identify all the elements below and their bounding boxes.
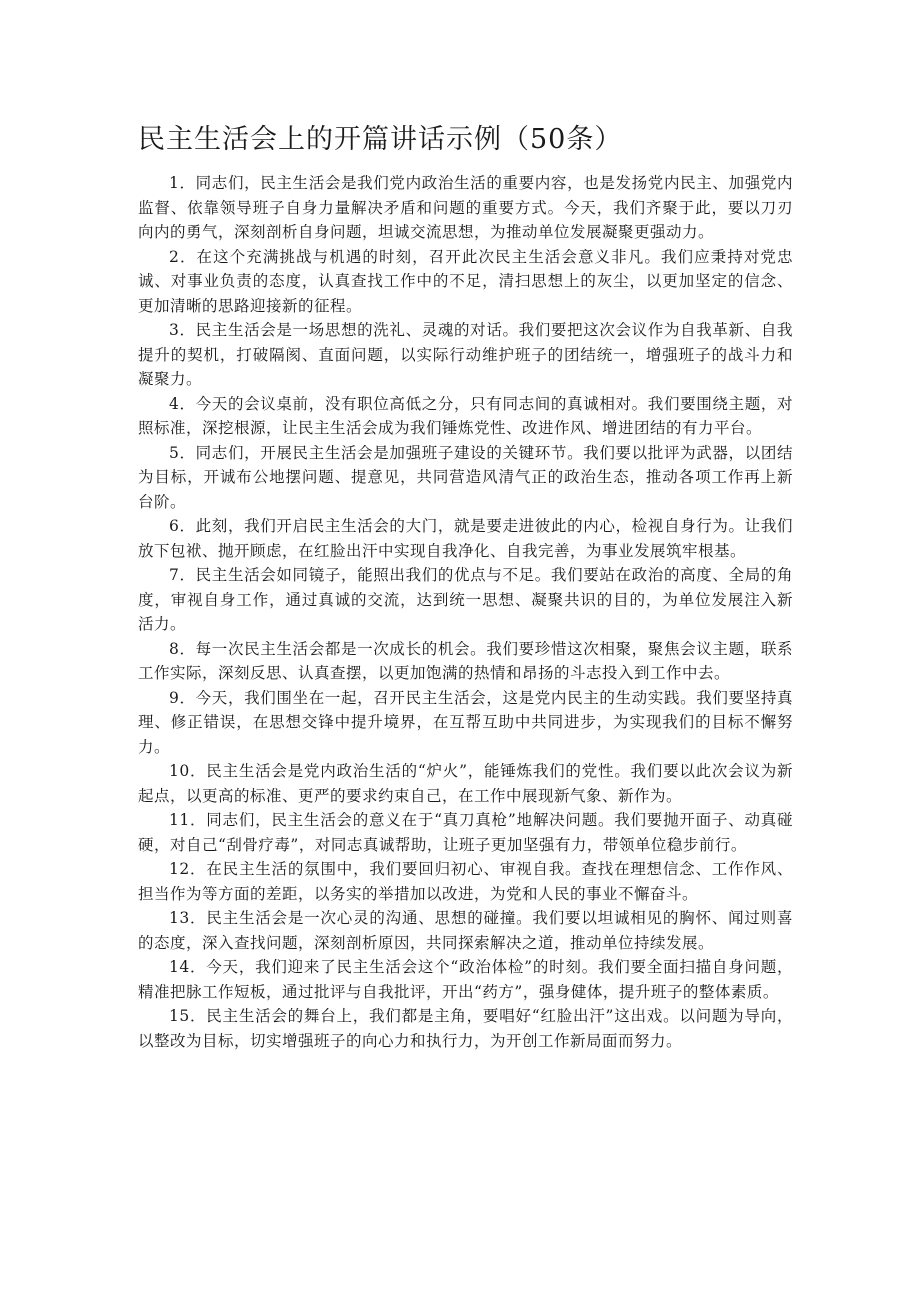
paragraph: 12．在民主生活的氛围中，我们要回归初心、审视自我。查找在理想信念、工作作风、担当作为等方面的差距，以务实的举措加以改进，为党和人民的事业不懈奋斗。 — [138, 860, 793, 903]
paragraph: 15．民主生活会的舞台上，我们都是主角，要唱好“红脸出汗”这出戏。以问题为导向，以整改为目标，切实增强班子的向心力和执行力，为开创工作新局面而努力。 — [138, 1007, 793, 1050]
paragraph: 8．每一次民主生活会都是一次成长的机会。我们要珍惜这次相聚，聚焦会议主题，联系工作实际，深刻反思、认真查摆，以更加饱满的热情和昂扬的斗志投入到工作中去。 — [138, 639, 793, 682]
paragraph: 10．民主生活会是党内政治生活的“炉火”，能锤炼我们的党性。我们要以此次会议为新起点，以更高的标准、更严的要求约束自己，在工作中展现新气象、新作为。 — [138, 762, 793, 805]
paragraph: 7．民主生活会如同镜子，能照出我们的优点与不足。我们要站在政治的高度、全局的角度，审视自身工作，通过真诚的交流，达到统一思想、凝聚共识的目的，为单位发展注入新活力。 — [138, 566, 793, 633]
document-body — [138, 171, 793, 1053]
paragraph: 2．在这个充满挑战与机遇的时刻，召开此次民主生活会意义非凡。我们应秉持对党忠诚、对事业负责的态度，认真查找工作中的不足，清扫思想上的灰尘，以更加坚定的信念、更加清晰的思路迎接新的征程。 — [138, 247, 793, 315]
paragraph: 13．民主生活会是一次心灵的沟通、思想的碰撞。我们要以坦诚相见的胸怀、闻过则喜的态度，深入查找问题，深刻剖析原因，共同探索解决之道，推动单位持续发展。 — [138, 909, 793, 952]
paragraph: 14．今天，我们迎来了民主生活会这个“政治体检”的时刻。我们要全面扫描自身问题，精准把脉工作短板，通过批评与自我批评，开出“药方”，强身健体，提升班子的整体素质。 — [138, 958, 793, 1001]
paragraph: 11．同志们，民主生活会的意义在于“真刀真枪”地解决问题。我们要抛开面子、动真碰硬，对自己“刮骨疗毒”，对同志真诚帮助，让班子更加坚强有力，带领单位稳步前行。 — [138, 811, 793, 854]
paragraph: 9．今天，我们围坐在一起，召开民主生活会，这是党内民主的生动实践。我们要坚持真理、修正错误，在思想交锋中提升境界，在互帮互助中共同进步，为实现我们的目标不懈努力。 — [138, 688, 793, 756]
paragraph: 3．民主生活会是一场思想的洗礼、灵魂的对话。我们要把这次会议作为自我革新、自我提升的契机，打破隔阂、直面问题，以实际行动维护班子的团结统一，增强班子的战斗力和凝聚力。 — [138, 321, 793, 388]
paragraph: 1．同志们，民主生活会是我们党内政治生活的重要内容，也是发扬党内民主、加强党内监督、依靠领导班子自身力量解决矛盾和问题的重要方式。今天，我们齐聚于此，要以刀刃向内的勇气，深刻剖析自身问题，坦诚交流思想，为推动单位发展凝聚更强动力。 — [138, 174, 793, 241]
paragraph: 5．同志们，开展民主生活会是加强班子建设的关键环节。我们要以批评为武器，以团结为目标，开诚布公地摆问题、提意见，共同营造风清气正的政治生态，推动各项工作再上新台阶。 — [138, 443, 793, 511]
document-title: 民主生活会上的开篇讲话示例（50条） — [138, 124, 623, 155]
paragraph: 6．此刻，我们开启民主生活会的大门，就是要走进彼此的内心，检视自身行为。让我们放下包袱、抛开顾虑，在红脸出汗中实现自我净化、自我完善，为事业发展筑牢根基。 — [138, 517, 793, 560]
paragraph: 4．今天的会议桌前，没有职位高低之分，只有同志间的真诚相对。我们要围绕主题，对照标准，深挖根源，让民主生活会成为我们锤炼党性、改进作风、增进团结的有力平台。 — [138, 394, 793, 437]
